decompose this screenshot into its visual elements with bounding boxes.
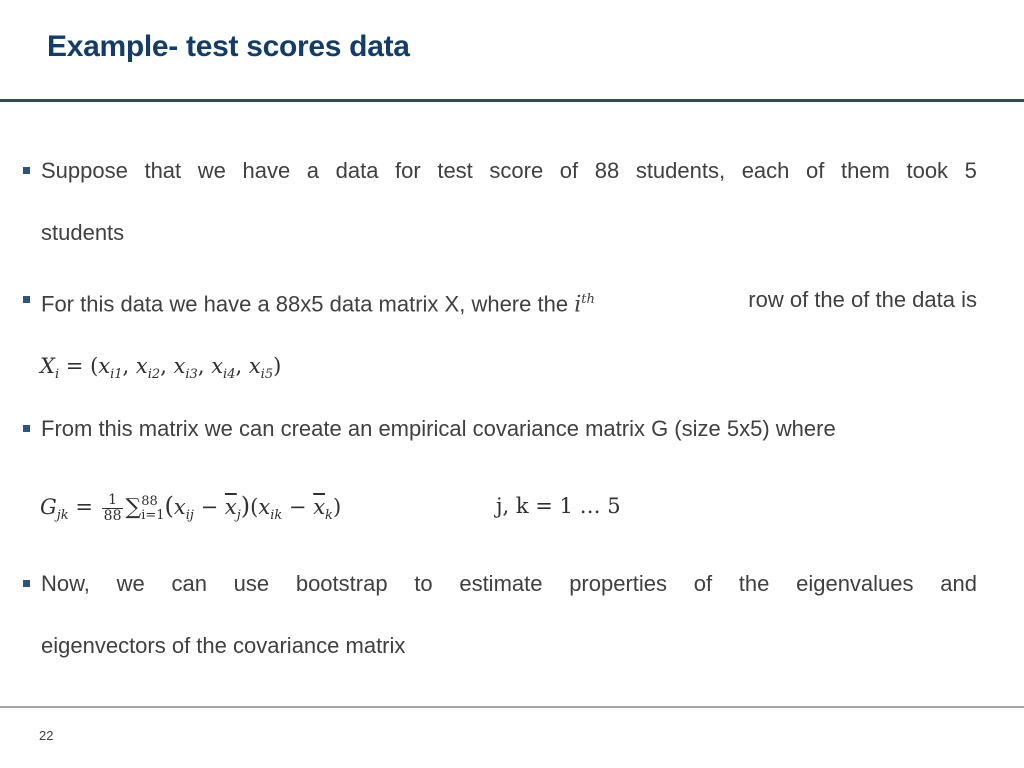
word: estimate (459, 571, 543, 596)
word: test (437, 158, 473, 183)
bullet-marker-4 (23, 580, 30, 587)
row-formula-terms: $x_{i1}$, $x_{i2}$, $x_{i3}$, $x_{i4}$, $x_{i5}$ (98, 354, 274, 383)
word: 88 (594, 158, 620, 183)
word: use (233, 571, 270, 596)
word: bootstrap (295, 571, 388, 596)
bullet-2-line-1 (41, 286, 977, 319)
covariance-range: j, k = 1 … 5 (496, 494, 621, 518)
word: to (414, 571, 433, 596)
word: score (489, 158, 544, 183)
word: can (171, 571, 207, 596)
covariance-formula: $G_{jk}$ = $\frac{1}{88}$ ∑ 88 i=1 $(x_{ij} - \overline{x}_j)(x_{ik} - \overline{x}_k)$ (40, 492, 342, 524)
bullet-2-text-before: For this data we have a 88x5 data matrix X, where the $i^{th}$ (41, 291, 595, 318)
word: data (335, 158, 379, 183)
word: of (693, 571, 713, 596)
word: a (306, 158, 320, 183)
ith-superscript: th (581, 292, 595, 307)
bullet-3-line-1: From this matrix we can create an empirical covariance matrix G (size 5x5) where (41, 416, 836, 441)
word: the (738, 571, 770, 596)
word: properties (569, 571, 668, 596)
row-term-var: x (173, 354, 186, 378)
row-term-var: x (248, 354, 261, 378)
bullet-1-line-1 (41, 157, 977, 185)
sum-limits: 88 i=1 (141, 493, 165, 523)
word: students, (635, 158, 726, 183)
bullet-4-line-2: eigenvectors of the covariance matrix (41, 633, 406, 658)
row-term-var: x (98, 354, 111, 378)
bullet-marker-3 (23, 425, 30, 432)
word: of (559, 158, 579, 183)
slide-title: Example- test scores data (47, 30, 410, 63)
word: Now, (41, 571, 90, 596)
row-term-sub: i2 (147, 367, 161, 383)
word: of (806, 158, 825, 183)
bullet-4-line-1 (41, 570, 977, 598)
word: we (197, 158, 226, 183)
row-term-sub: i5 (260, 367, 274, 383)
word: took (906, 158, 949, 183)
bullet-2-text-after: row of the of the data is (748, 287, 977, 312)
word: and (940, 571, 977, 596)
row-term-sub: i1 (110, 367, 123, 383)
row-term-var: x (135, 354, 148, 378)
covariance-body: $(x_{ij} - \overline{x}_j)(x_{ik} - \overline{x}_k)$ (164, 492, 342, 524)
word: eigenvalues (796, 571, 914, 596)
bullet-1-line-2: students (41, 220, 125, 245)
word: for (395, 158, 421, 183)
word: have (242, 158, 291, 183)
fraction: $\frac{1}{88}$ (103, 492, 122, 524)
word: Suppose (41, 158, 128, 183)
ith-base: i (574, 292, 582, 318)
word: we (116, 571, 145, 596)
row-term-sub: i3 (185, 367, 198, 383)
word: that (144, 158, 182, 183)
page-number: 22 (39, 728, 54, 743)
word: them (840, 158, 890, 183)
word: each (741, 158, 790, 183)
row-term-sub: i4 (223, 367, 236, 383)
row-term-var: x (211, 354, 224, 378)
title-divider (0, 99, 1024, 102)
bullet-marker-2 (23, 296, 30, 303)
word: 5 (964, 158, 977, 183)
footer-divider (0, 706, 1024, 708)
bullet-marker-1 (23, 167, 30, 174)
row-formula: $X_i = (x_{i1}$, $x_{i2}$, $x_{i3}$, $x_{i4}$, $x_{i5}$) (40, 354, 282, 383)
